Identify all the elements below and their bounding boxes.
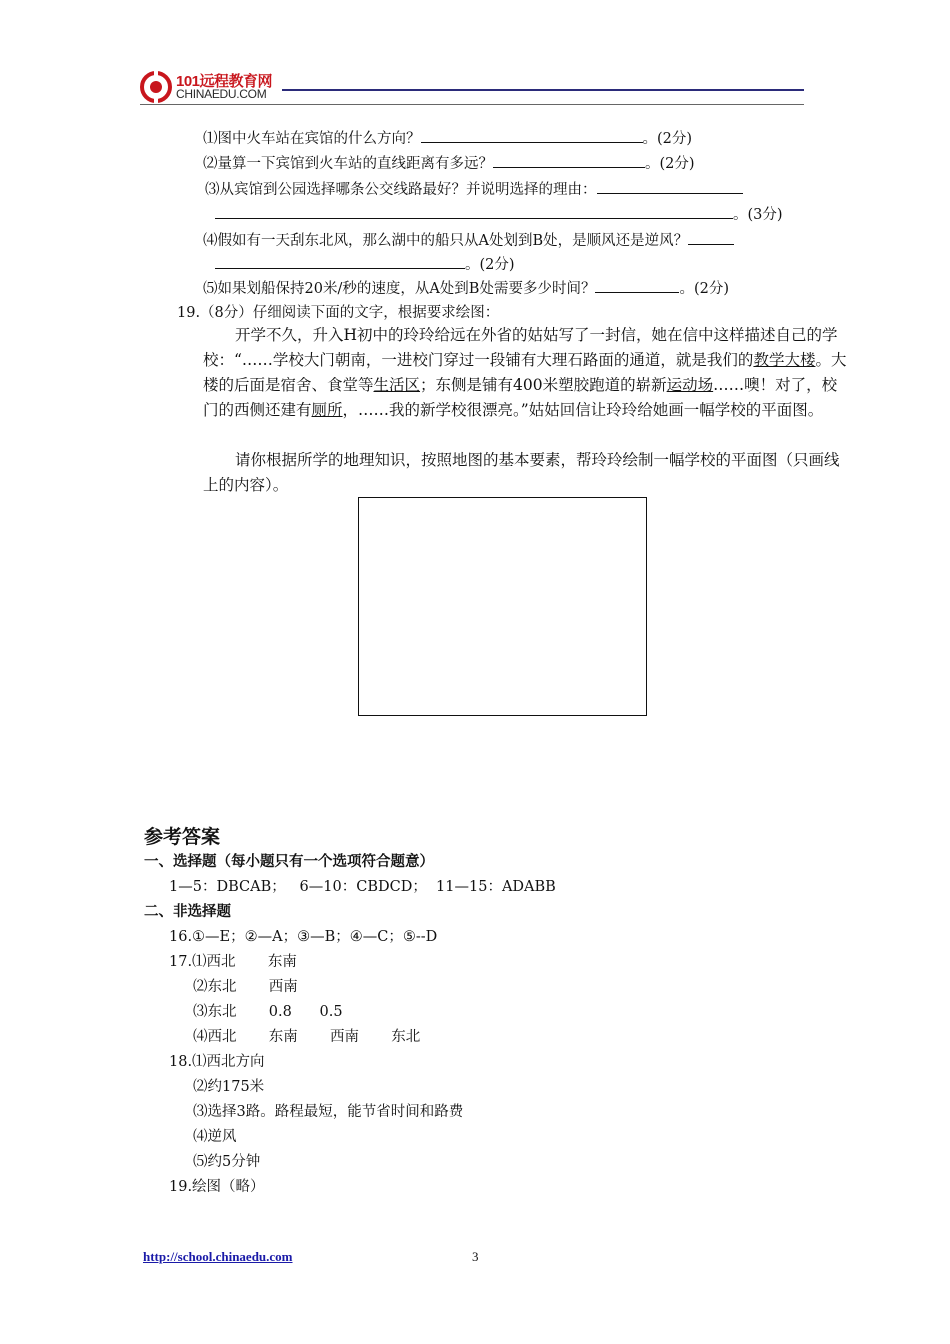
q18-item-5-text: ⑸如果划船保持20米/秒的速度，从A处到B处需要多少时间？: [203, 281, 596, 297]
answer-blank: [215, 254, 465, 269]
q18-item-4: [203, 230, 734, 251]
q19-instruction: 请你根据所学的地理知识，按照地图的基本要素，帮玲玲绘制一幅学校的平面图（只画线上的内容）。: [203, 451, 840, 494]
q19-passage-text: 开学不久，升入H初中的玲玲给远在外省的姑姑写了一封信，她在信中这样描述自己的学校：“……学校大门朝南，一进校门穿过一段铺有大理石路面的通道，就是我们的: [203, 326, 838, 369]
q19-title: 19.（8分）仔细阅读下面的文字，根据要求绘图：: [177, 305, 500, 321]
q19-passage-text: ；东侧是铺有400米塑胶跑道的崭新: [420, 376, 667, 394]
answers-title: 参考答案: [144, 827, 221, 848]
answer-18-4: ⑷逆风: [193, 1129, 237, 1145]
answer-19: 19.绘图（略）: [169, 1179, 265, 1195]
answer-18-2: ⑵约175米: [193, 1079, 265, 1095]
q18-item-2-text: ⑵量算一下宾馆到火车站的直线距离有多远？: [203, 156, 493, 172]
q18-item-3-score: 。(3分): [733, 207, 783, 223]
answer-18-3: ⑶选择3路。路程最短，能节省时间和路费: [193, 1104, 464, 1120]
answers-multiple-choice: 1—5：DBCAB； 6—10：CBDCD； 11—15：ADABB: [169, 879, 556, 895]
answer-blank: [595, 278, 679, 293]
footer-link[interactable]: http://school.chinaedu.com: [143, 1249, 293, 1264]
q18-item-4-cont: [215, 254, 515, 275]
q18-item-4-text: ⑷假如有一天刮东北风，那么湖中的船只从A处划到B处，是顺风还是逆风？: [203, 233, 689, 249]
q19-keyword-living-area: 生活区: [373, 376, 421, 394]
q18-item-3: [205, 179, 743, 200]
answer-17-2: ⑵东北 西南: [193, 979, 298, 995]
q18-item-1-score: 。(2分): [642, 131, 693, 147]
q18-item-2: [203, 153, 695, 174]
page-number: 3: [472, 1249, 479, 1264]
q18-item-3-cont: [215, 204, 783, 225]
answer-17-4: ⑷西北 东南 西南 东北: [193, 1029, 421, 1045]
q19-keyword-sports-field: 运动场: [666, 376, 714, 394]
answer-16: 16.①—E；②—A；③—B；④—C；⑤--D: [169, 929, 438, 945]
answer-17-1: 17.⑴西北 东南: [169, 954, 297, 970]
site-logo: [140, 70, 280, 104]
q19-passage-text: 。大楼的后面是宿舍、食堂等: [203, 351, 847, 394]
q18-item-5: [203, 278, 729, 299]
q19-passage: [203, 323, 851, 423]
drawing-area-box: [358, 497, 647, 716]
logo-title: 101远程教育网: [176, 73, 273, 90]
q19-passage-text: ，……我的新学校很漂亮。”姑姑回信让玲玲给她画一幅学校的平面图。: [342, 401, 824, 419]
q18-item-2-score: 。(2分): [645, 156, 695, 172]
answer-blank: [493, 153, 645, 168]
logo-subtitle: CHINAEDU.COM: [176, 87, 267, 101]
answers-section-2: 二、非选择题: [144, 904, 231, 920]
header-rule: [282, 89, 804, 91]
answer-18-5: ⑸约5分钟: [193, 1154, 261, 1170]
q19-keyword-toilet: 厕所: [311, 401, 343, 419]
answer-blank: [215, 204, 733, 219]
q18-item-1: [203, 128, 692, 149]
answer-blank: [688, 230, 734, 245]
answer-18-1: 18.⑴西北方向: [169, 1054, 265, 1070]
q18-item-1-text: ⑴图中火车站在宾馆的什么方向？: [203, 131, 421, 147]
answers-section-1: 一、选择题（每小题只有一个选项符合题意）: [144, 854, 434, 870]
answer-blank: [597, 179, 743, 194]
q18-item-3-text: ⑶从宾馆到公园选择哪条公交线路最好？并说明选择的理由：: [205, 182, 597, 198]
logo-emblem-icon: [140, 71, 172, 103]
q19-passage-text: ……噢！对了，校门的西侧还建有: [203, 376, 838, 419]
answer-17-3: ⑶东北 0.8 0.5: [193, 1004, 343, 1020]
q19-keyword-teaching-building: 教学大楼: [753, 351, 816, 369]
answer-blank: [421, 128, 643, 143]
header-divider: [140, 104, 804, 105]
q18-item-5-score: 。(2分): [679, 281, 730, 297]
q18-item-4-score: 。(2分): [465, 257, 515, 273]
